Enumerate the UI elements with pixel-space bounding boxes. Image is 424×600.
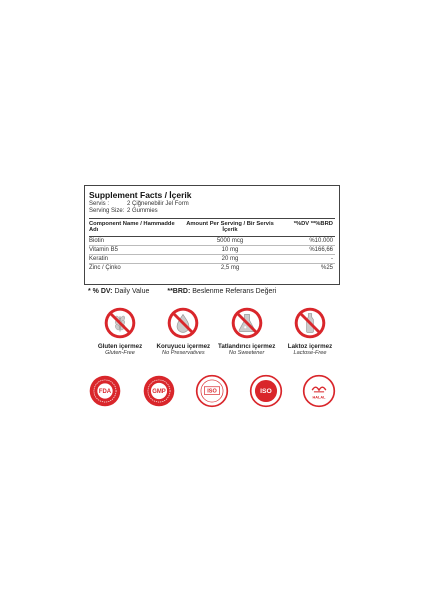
row-dv: %10.000: [309, 238, 333, 244]
fda-badge: [88, 374, 122, 408]
certification-badges: [88, 374, 336, 408]
servis-value: 2 Çiğnenebilir Jel Form: [127, 201, 189, 207]
iso-certified-badge: [195, 374, 229, 408]
drop-icon: [166, 306, 200, 340]
row-amount: 2,5 mg: [220, 265, 240, 271]
row-name: Vitamin B5: [89, 247, 118, 253]
serving-size-line: [89, 208, 335, 215]
preservatives-subtitle: No Preservatives: [162, 350, 205, 356]
legend-brd-value: Beslenme Referans Değeri: [192, 288, 277, 295]
supplement-facts-panel: [84, 185, 340, 285]
gluten-free-item: [90, 306, 150, 356]
preservatives-title: Koruyucu içermez: [156, 343, 211, 350]
header-dv: *%DV **%BRD: [293, 220, 333, 227]
halal-text: HALAL: [312, 395, 326, 400]
flask-icon: [230, 306, 264, 340]
iso1-text: ISO: [207, 388, 217, 395]
iso2-text: ISO: [259, 388, 272, 396]
header-divider: [89, 218, 335, 219]
row-name: Zinc / Çinko: [89, 265, 121, 271]
gmp-text: GMP: [151, 389, 166, 396]
row-amount: 10 mg: [221, 247, 239, 253]
row-name: Keratin: [89, 256, 109, 262]
legend-brd: [167, 288, 276, 295]
gluten-subtitle: Gluten-Free: [105, 350, 135, 356]
row-name: Biotin: [89, 238, 105, 244]
servis-line: [89, 201, 335, 208]
header-component: Component Name / Hammadde Adı: [89, 220, 175, 234]
row-amount: 20 mg: [221, 256, 239, 262]
servis-label: Servis :: [89, 201, 110, 207]
wheat-icon: [103, 306, 137, 340]
legend-dv-value: Daily Value: [114, 288, 150, 295]
table-row: [89, 254, 335, 263]
lactose-free-item: [280, 306, 340, 356]
sweetener-subtitle: No Sweetener: [228, 350, 265, 356]
facts-table-body: [89, 236, 335, 272]
halal-seal-icon: [302, 374, 336, 408]
lactose-title: Laktoz içermez: [287, 343, 333, 350]
legend: [88, 288, 338, 295]
row-dv: %25: [320, 265, 333, 271]
iso-seal-icon: [195, 374, 229, 408]
row-dv: -: [331, 256, 333, 262]
iso-22000-badge: [249, 374, 283, 408]
table-row: [89, 245, 335, 254]
free-from-icons: [90, 306, 340, 356]
legend-dv: [88, 288, 149, 295]
serving-size-value: 2 Gummies: [127, 208, 158, 215]
fda-text: FDA: [98, 389, 112, 396]
table-header: [89, 221, 335, 234]
header-amount: Amount Per Serving / Bir Servis İçerik: [186, 220, 274, 234]
serving-size-label: Serving Size:: [89, 208, 125, 215]
row-amount: 5000 mcg: [216, 238, 244, 244]
gmp-seal-icon: [142, 374, 176, 408]
row-dv: %166,66: [309, 247, 333, 253]
legend-brd-key: **BRD:: [167, 288, 191, 295]
table-row: [89, 263, 335, 272]
sweetener-title: Tatlandırıcı içermez: [218, 343, 276, 350]
sweetener-free-item: [217, 306, 277, 356]
legend-dv-key: * % DV:: [88, 288, 113, 295]
preservatives-free-item: [153, 306, 213, 356]
supplement-title: Supplement Facts / İçerik: [89, 190, 192, 200]
table-row: [89, 237, 335, 245]
iso-22000-seal-icon: [249, 374, 283, 408]
gmp-badge: [142, 374, 176, 408]
lactose-subtitle: Lactose-Free: [293, 350, 327, 356]
halal-badge: [302, 374, 336, 408]
fda-seal-icon: [88, 374, 122, 408]
gluten-title: Gluten içermez: [97, 343, 143, 350]
bottle-icon: [293, 306, 327, 340]
